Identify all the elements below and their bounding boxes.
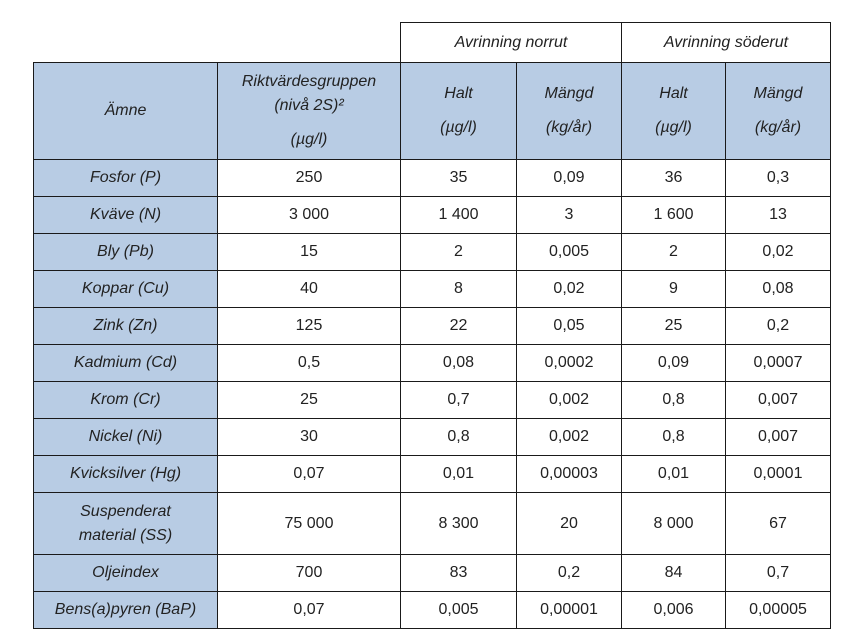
north-mangd-value: 3	[517, 197, 622, 234]
south-mangd-value: 0,08	[726, 271, 831, 308]
guideline-value: 0,5	[218, 345, 401, 382]
header-north-mangd	[517, 63, 622, 160]
north-mangd-value: 0,05	[517, 308, 622, 345]
table-row	[34, 160, 831, 197]
substance-name: Kväve (N)	[34, 197, 218, 234]
north-halt-value: 1 400	[401, 197, 517, 234]
north-halt-value: 35	[401, 160, 517, 197]
north-halt-value: 8 300	[401, 493, 517, 555]
guideline-value: 3 000	[218, 197, 401, 234]
header-substance: Ämne	[34, 63, 218, 160]
header-halt-unit: (µg/l)	[440, 119, 477, 136]
south-mangd-value: 0,0007	[726, 345, 831, 382]
north-mangd-value: 0,002	[517, 419, 622, 456]
substance-name: Bly (Pb)	[34, 234, 218, 271]
south-mangd-value: 0,007	[726, 382, 831, 419]
table-row	[34, 197, 831, 234]
south-halt-value: 36	[622, 160, 726, 197]
north-halt-value: 0,8	[401, 419, 517, 456]
column-header-row	[34, 63, 831, 160]
table-row	[34, 308, 831, 345]
north-halt-value: 22	[401, 308, 517, 345]
south-halt-value: 2	[622, 234, 726, 271]
guideline-value: 25	[218, 382, 401, 419]
table-row	[34, 382, 831, 419]
south-halt-value: 0,09	[622, 345, 726, 382]
header-halt-label: Halt	[659, 85, 688, 102]
table-row	[34, 271, 831, 308]
substance-name: Krom (Cr)	[34, 382, 218, 419]
north-halt-value: 2	[401, 234, 517, 271]
south-halt-value: 0,01	[622, 456, 726, 493]
north-halt-value: 8	[401, 271, 517, 308]
substance-name: Zink (Zn)	[34, 308, 218, 345]
header-halt-label: Halt	[444, 85, 473, 102]
north-halt-value: 83	[401, 555, 517, 592]
south-mangd-value: 0,02	[726, 234, 831, 271]
guideline-value: 30	[218, 419, 401, 456]
south-halt-value: 0,8	[622, 382, 726, 419]
header-north-halt	[401, 63, 517, 160]
substance-name	[34, 493, 218, 555]
south-mangd-value: 13	[726, 197, 831, 234]
substance-name: Nickel (Ni)	[34, 419, 218, 456]
south-mangd-value: 0,00005	[726, 592, 831, 629]
north-mangd-value: 20	[517, 493, 622, 555]
table-row	[34, 555, 831, 592]
south-halt-value: 84	[622, 555, 726, 592]
south-halt-value: 8 000	[622, 493, 726, 555]
guideline-value: 40	[218, 271, 401, 308]
guideline-value: 0,07	[218, 456, 401, 493]
north-mangd-value: 0,09	[517, 160, 622, 197]
header-mangd-label: Mängd	[544, 85, 594, 102]
north-mangd-value: 0,02	[517, 271, 622, 308]
guideline-value: 15	[218, 234, 401, 271]
table-row	[34, 234, 831, 271]
header-mangd-label: Mängd	[753, 85, 803, 102]
blank-corner	[34, 23, 401, 63]
guideline-value: 0,07	[218, 592, 401, 629]
north-mangd-value: 0,005	[517, 234, 622, 271]
guideline-value: 700	[218, 555, 401, 592]
header-south-halt	[622, 63, 726, 160]
group-north: Avrinning norrut	[401, 23, 622, 63]
table-row	[34, 592, 831, 629]
guideline-value: 125	[218, 308, 401, 345]
substance-name: Fosfor (P)	[34, 160, 218, 197]
south-mangd-value: 0,0001	[726, 456, 831, 493]
header-mangd-unit: (kg/år)	[754, 119, 802, 136]
header-south-mangd	[726, 63, 831, 160]
header-halt-unit: (µg/l)	[655, 119, 692, 136]
table-row	[34, 493, 831, 555]
south-mangd-value: 0,2	[726, 308, 831, 345]
substance-name-line1: Suspenderat	[80, 502, 171, 520]
north-mangd-value: 0,002	[517, 382, 622, 419]
south-mangd-value: 0,7	[726, 555, 831, 592]
header-guideline-unit: (µg/l)	[290, 131, 328, 148]
north-halt-value: 0,01	[401, 456, 517, 493]
substance-table	[33, 22, 831, 629]
south-halt-value: 0,006	[622, 592, 726, 629]
south-halt-value: 25	[622, 308, 726, 345]
table-row	[34, 345, 831, 382]
north-halt-value: 0,08	[401, 345, 517, 382]
substance-name-line2: material (SS)	[78, 526, 173, 544]
header-guideline-line1: Riktvärdesgruppen	[241, 73, 377, 90]
table-row	[34, 419, 831, 456]
substance-name: Kvicksilver (Hg)	[34, 456, 218, 493]
north-halt-value: 0,7	[401, 382, 517, 419]
south-mangd-value: 0,007	[726, 419, 831, 456]
guideline-value: 75 000	[218, 493, 401, 555]
group-header-row	[34, 23, 831, 63]
north-mangd-value: 0,0002	[517, 345, 622, 382]
table-row	[34, 456, 831, 493]
north-mangd-value: 0,00003	[517, 456, 622, 493]
substance-name: Koppar (Cu)	[34, 271, 218, 308]
south-mangd-value: 0,3	[726, 160, 831, 197]
header-guideline	[218, 63, 401, 160]
north-halt-value: 0,005	[401, 592, 517, 629]
group-south: Avrinning söderut	[622, 23, 831, 63]
south-halt-value: 1 600	[622, 197, 726, 234]
south-mangd-value: 67	[726, 493, 831, 555]
south-halt-value: 0,8	[622, 419, 726, 456]
substance-name: Kadmium (Cd)	[34, 345, 218, 382]
north-mangd-value: 0,00001	[517, 592, 622, 629]
substance-name: Bens(a)pyren (BaP)	[34, 592, 218, 629]
guideline-value: 250	[218, 160, 401, 197]
substance-name: Oljeindex	[34, 555, 218, 592]
south-halt-value: 9	[622, 271, 726, 308]
header-mangd-unit: (kg/år)	[545, 119, 593, 136]
header-guideline-line2: (nivå 2S)²	[274, 97, 344, 114]
north-mangd-value: 0,2	[517, 555, 622, 592]
